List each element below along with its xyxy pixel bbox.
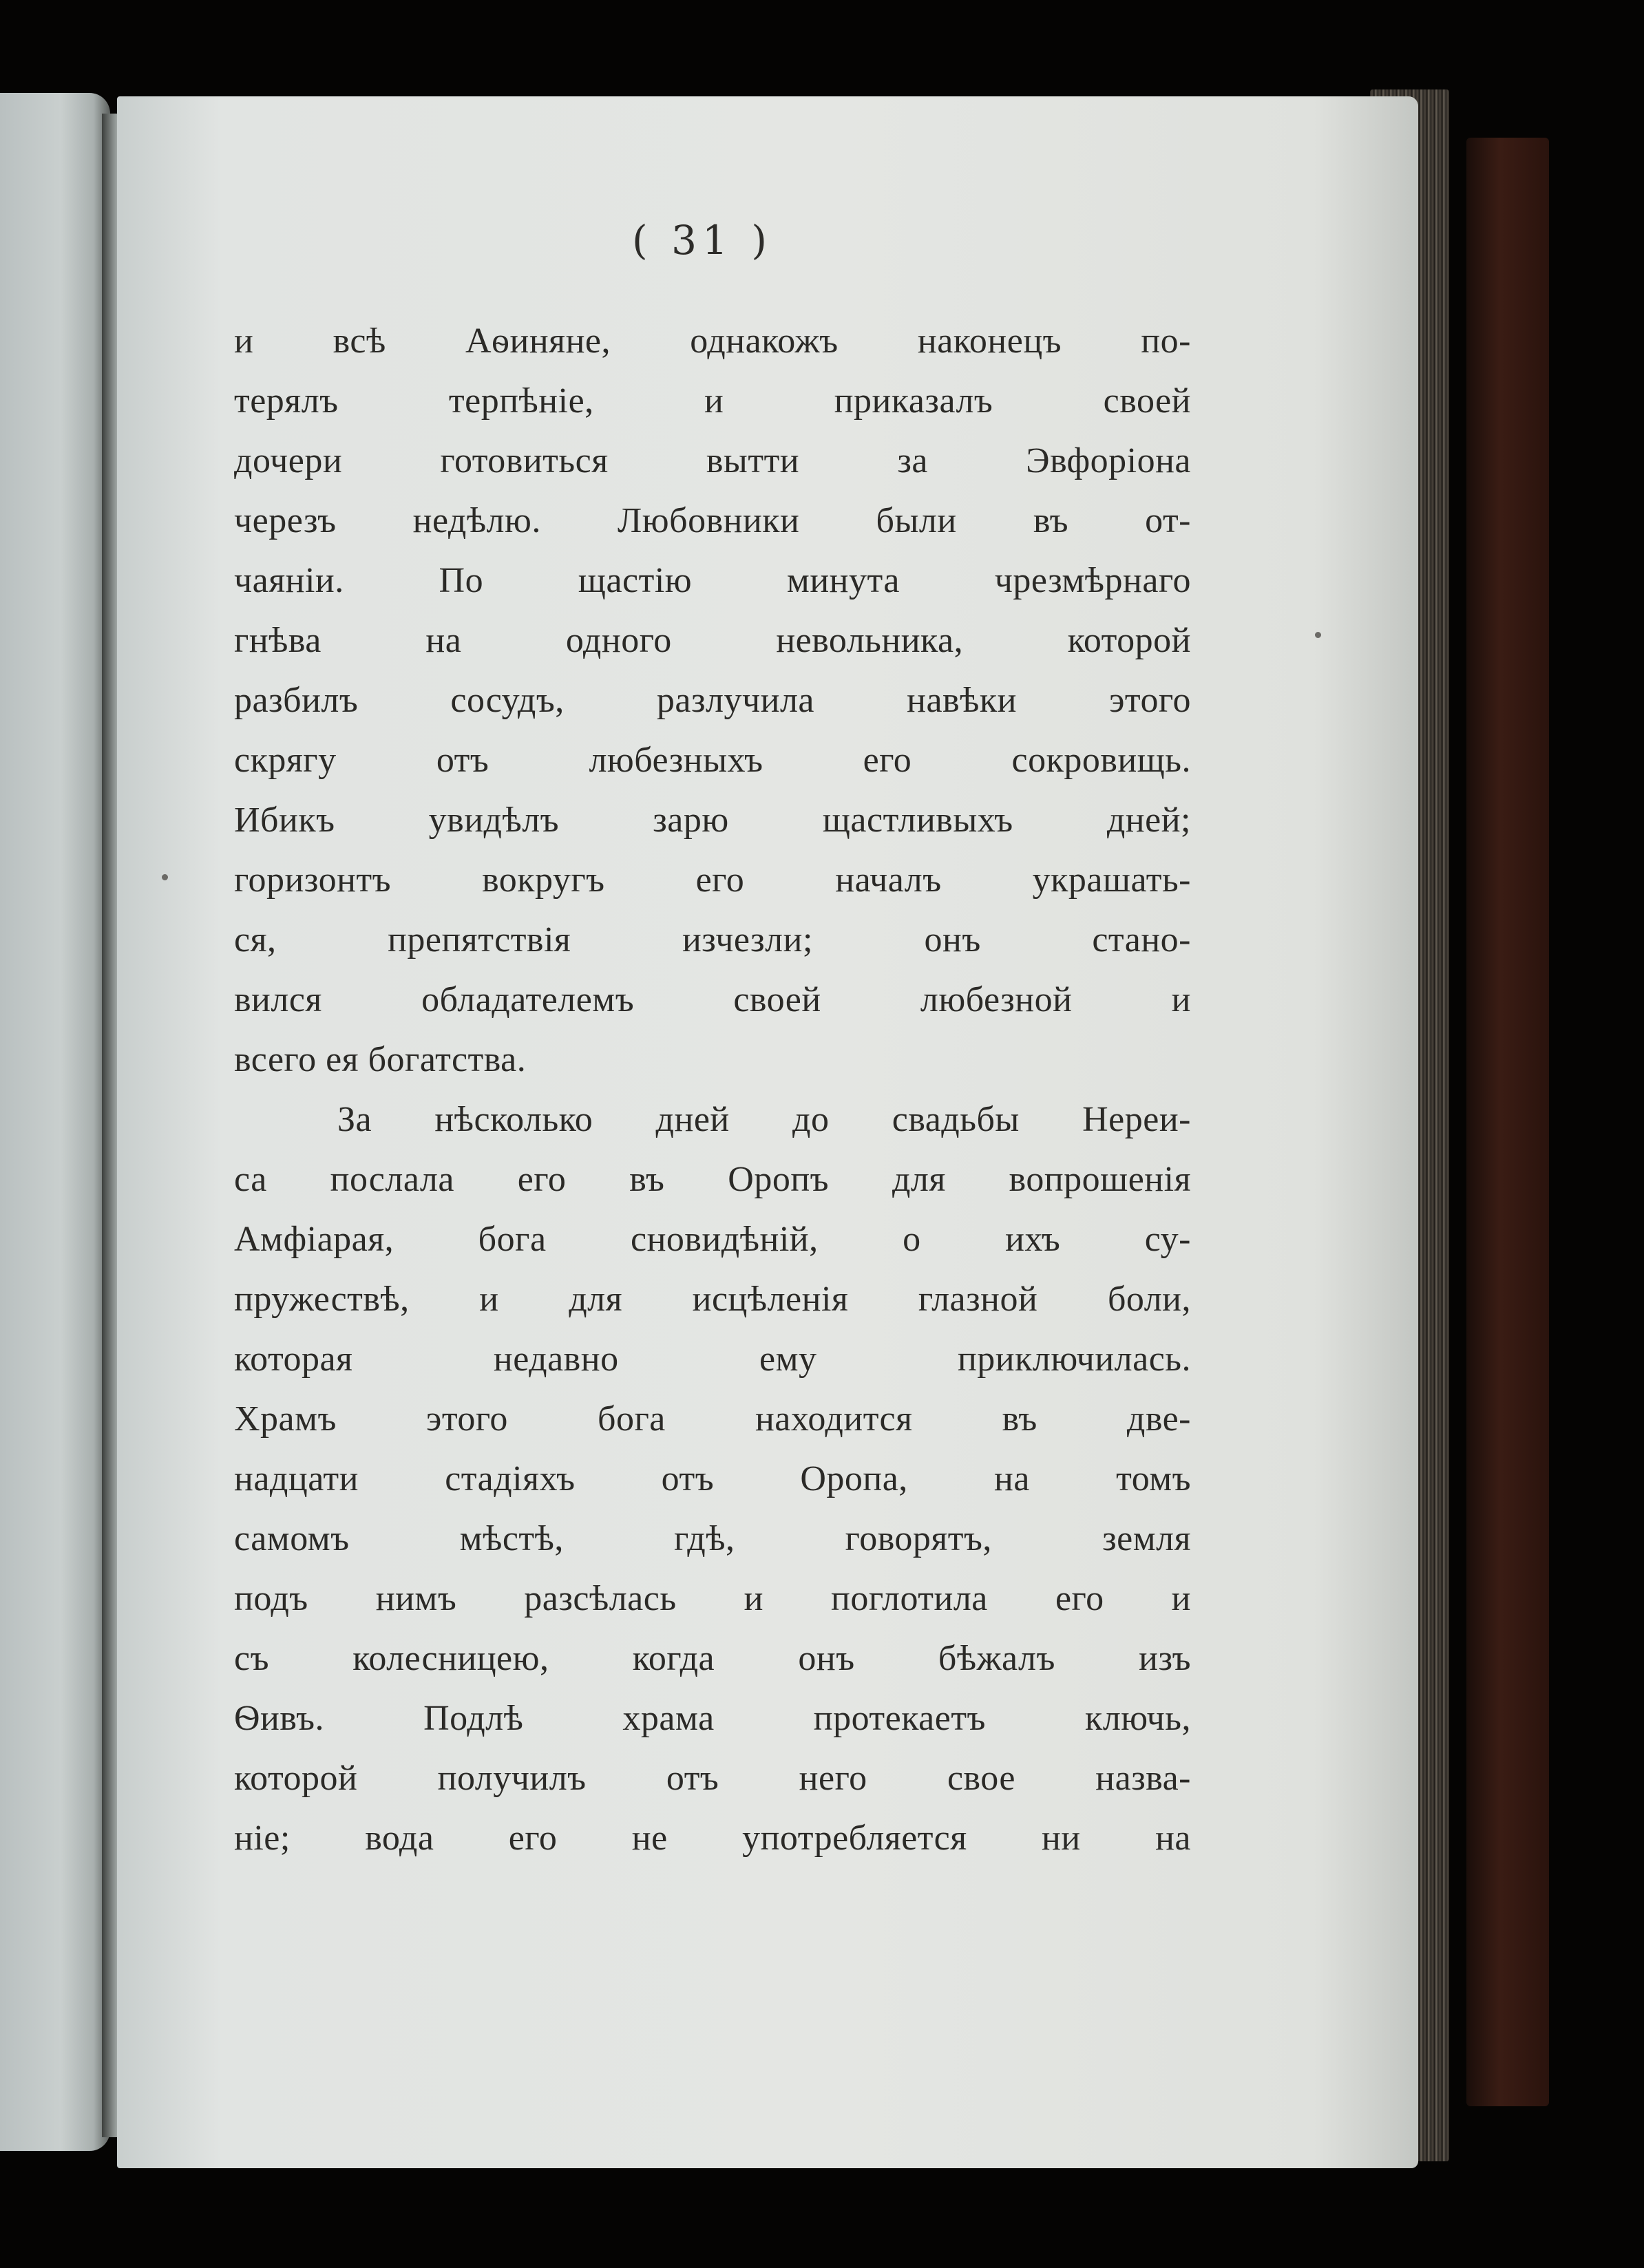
paragraph-start-line: За нѣсколько дней до свадьбы Нереи- <box>337 1100 1191 1139</box>
text-line: которая недавно ему приключилась. <box>234 1339 1191 1379</box>
ink-speck <box>1315 632 1321 638</box>
page-text <box>234 311 1191 1908</box>
text-line: подъ нимъ разсѣлась и поглотила его и <box>234 1579 1191 1618</box>
ink-speck <box>162 874 168 880</box>
text-line: разбилъ сосудъ, разлучила навѣки этого <box>234 681 1191 720</box>
text-line: чаяніи. По щастію минута чрезмѣрнаго <box>234 561 1191 600</box>
facing-page-edge <box>0 93 110 2151</box>
text-line: самомъ мѣстѣ, гдѣ, говорятъ, земля <box>234 1519 1191 1558</box>
text-line: са послала его въ Оропъ для вопрошенія <box>234 1160 1191 1199</box>
text-line: и всѣ Аѳиняне, однакожъ наконецъ по- <box>234 321 1191 361</box>
text-line: Ибикъ увидѣлъ зарю щастливыхъ дней; <box>234 801 1191 840</box>
text-line: скрягу отъ любезныхъ его сокровищь. <box>234 741 1191 780</box>
text-line: Амфіарая, бога сновидѣній, о ихъ су- <box>234 1220 1191 1259</box>
text-line: ніе; вода его не употребляется ни на <box>234 1819 1191 1858</box>
text-line: вился обладателемъ своей любезной и <box>234 980 1191 1019</box>
text-line: дочери готовиться вытти за Эвфоріона <box>234 441 1191 480</box>
text-line: которой получилъ отъ него свое назва- <box>234 1759 1191 1798</box>
paragraph-end-line: всего ея богатства. <box>234 1040 527 1079</box>
text-line: черезъ недѣлю. Любовники были въ от- <box>234 501 1191 540</box>
text-line: терялъ терпѣніе, и приказалъ своей <box>234 381 1191 421</box>
text-line: пружествѣ, и для исцѣленія глазной боли, <box>234 1280 1191 1319</box>
text-line: съ колесницею, когда онъ бѣжалъ изъ <box>234 1639 1191 1678</box>
text-line: горизонтъ вокругъ его началъ украшать- <box>234 860 1191 900</box>
text-line: Ѳивъ. Подлѣ храма протекаетъ ключь, <box>234 1699 1191 1738</box>
page-number: ( 31 ) <box>632 217 772 264</box>
text-line: ся, препятствія изчезли; онъ стано- <box>234 920 1191 960</box>
text-line: гнѣва на одного невольника, которой <box>234 621 1191 660</box>
text-line: надцати стадіяхъ отъ Оропа, на томъ <box>234 1459 1191 1498</box>
book-cover-edge <box>1466 138 1549 2106</box>
text-line: Храмъ этого бога находится въ две- <box>234 1399 1191 1439</box>
